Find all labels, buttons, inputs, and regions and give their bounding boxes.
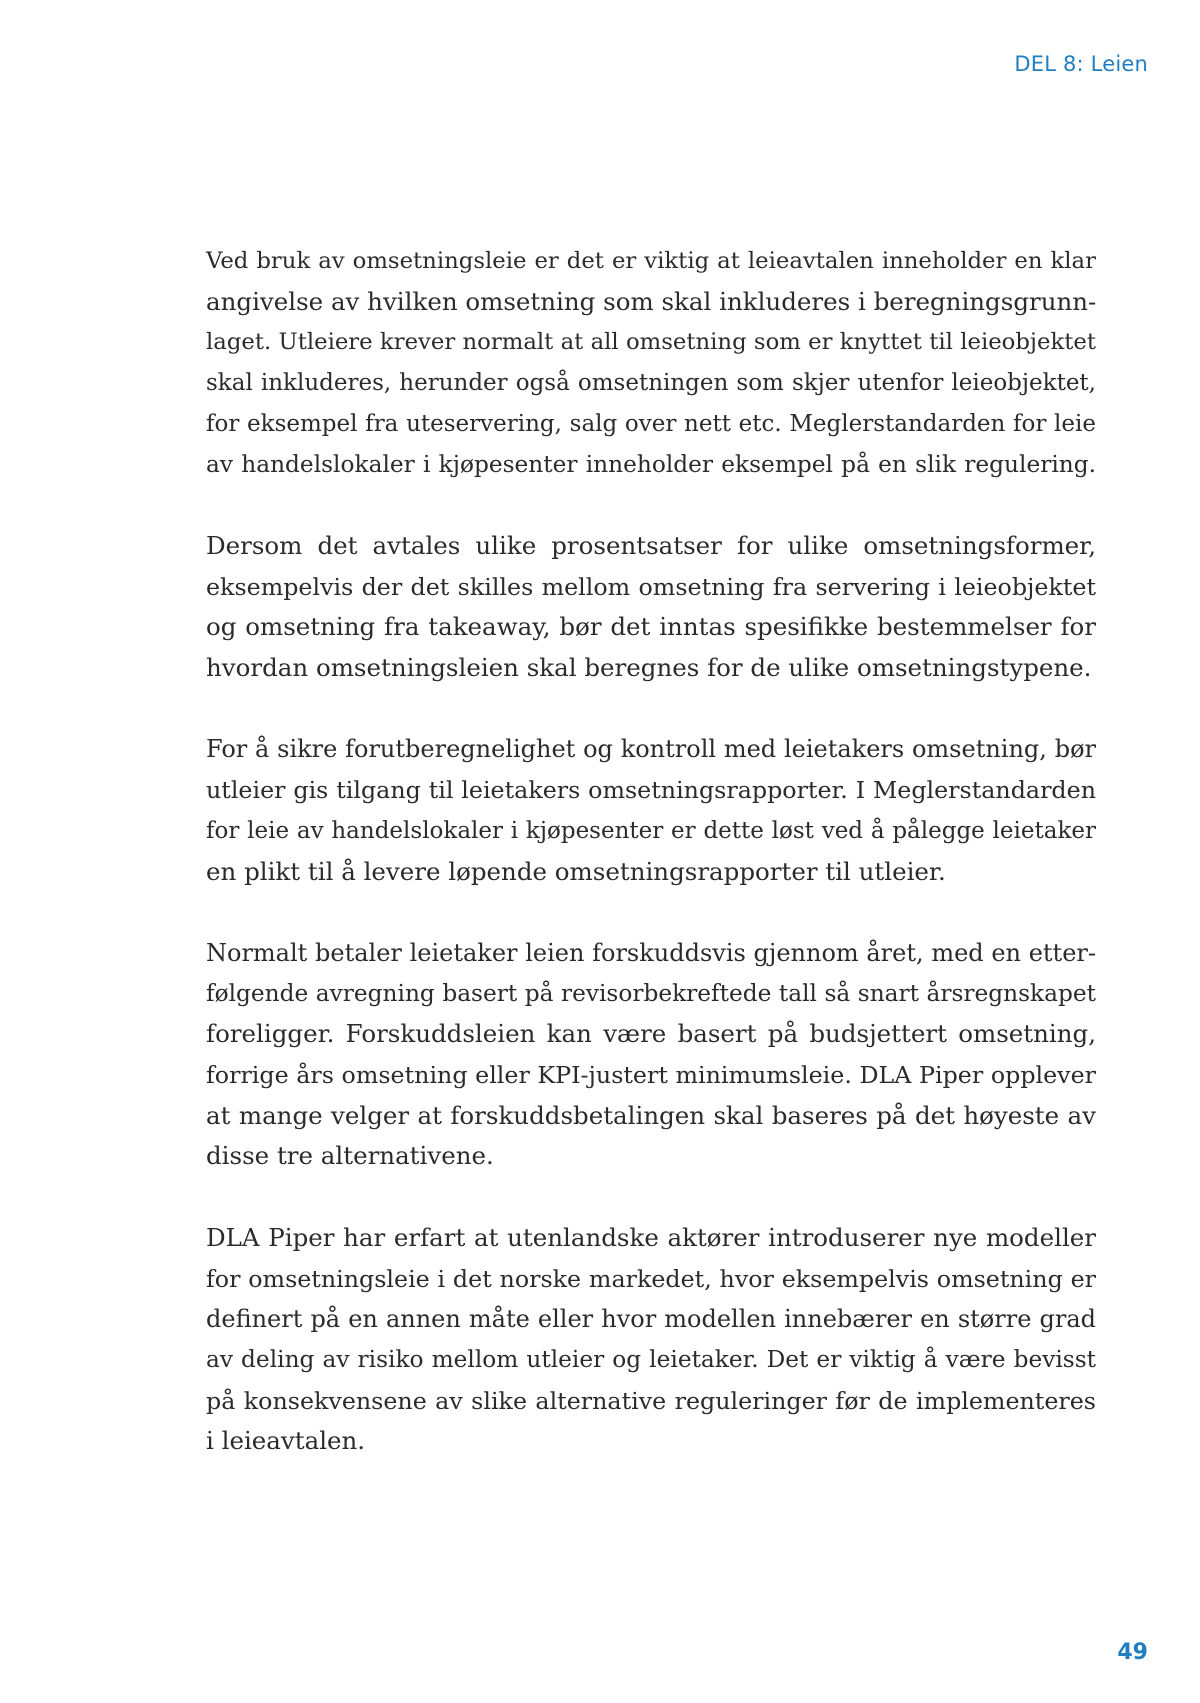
paragraph-1 — [206, 241, 1096, 485]
text-line: i leieavtalen. — [206, 1426, 366, 1456]
text-line: disse tre alternativene. — [206, 1141, 494, 1171]
paragraph-4 — [206, 933, 1096, 1177]
text-line: For å sikre forutberegnelighet og kontroll med leietakers omsetning, bør — [206, 735, 1096, 764]
text-line: Normalt betaler leietaker leien forskuddsvis gjennom året, med en etter- — [206, 938, 1096, 967]
text-line: definert på en annen måte eller hvor modellen innebærer en større grad — [206, 1305, 1096, 1334]
paragraph-5 — [206, 1218, 1096, 1462]
text-line: foreligger. Forskuddsleien kan være basert på budsjettert omsetning, — [206, 1019, 1096, 1049]
paragraph-3 — [206, 729, 1096, 892]
text-line: DLA Piper har erfart at utenlandske aktører introduserer nye modeller — [206, 1222, 1096, 1252]
text-line: og omsetning fra takeaway, bør det inntas spesifikke bestemmelser for — [206, 612, 1096, 642]
text-line: følgende avregning basert på revisorbekreftede tall så snart årsregnskapet — [206, 979, 1096, 1007]
text-line: en plikt til å levere løpende omsetningsrapporter til utleier. — [206, 856, 946, 886]
body-text — [206, 241, 1096, 1503]
text-line: utleier gis tilgang til leietakers omsetningsrapporter. I Meglerstandarden — [206, 776, 1096, 805]
text-line: for eksempel fra uteservering, salg over nett etc. Meglerstandarden for leie — [206, 410, 1096, 437]
text-line: Ved bruk av omsetningsleie er det er viktig at leieavtalen inneholder en klar — [206, 248, 1096, 274]
running-header: DEL 8: Leien — [1014, 52, 1148, 76]
text-line: forrige års omsetning eller KPI-justert minimumsleie. DLA Piper opplever — [206, 1061, 1096, 1090]
text-line: hvordan omsetningsleien skal beregnes for de ulike omsetningstypene. — [206, 653, 1092, 683]
text-line: for leie av handelslokaler i kjøpesenter er dette løst ved å pålegge leietaker — [206, 817, 1096, 844]
text-line: for omsetningsleie i det norske markedet, hvor eksempelvis omsetning er — [206, 1264, 1096, 1293]
text-line: eksempelvis der det skilles mellom omsetning fra servering i leieobjektet — [206, 572, 1096, 601]
text-line: Dersom det avtales ulike prosentsatser for ulike omsetningsformer, — [206, 530, 1096, 560]
text-line: at mange velger at forskuddsbetalingen skal baseres på det høyeste av — [206, 1100, 1096, 1130]
text-line: laget. Utleiere krever normalt at all omsetning som er knyttet til leieobjektet — [206, 329, 1096, 356]
text-line: av deling av risiko mellom utleier og leietaker. Det er viktig å være bevisst — [206, 1345, 1096, 1373]
paragraph-2 — [206, 526, 1096, 689]
text-line: angivelse av hvilken omsetning som skal inkluderes i beregningsgrunn- — [206, 286, 1097, 316]
text-line: skal inkluderes, herunder også omsetningen som skjer utenfor leieobjektet, — [206, 370, 1096, 397]
page-number: 49 — [1117, 1640, 1148, 1665]
text-line: på konsekvensene av slike alternative reguleringer før de implementeres — [206, 1386, 1096, 1415]
text-line: av handelslokaler i kjøpesenter inneholder eksempel på en slik regulering. — [206, 450, 1096, 478]
